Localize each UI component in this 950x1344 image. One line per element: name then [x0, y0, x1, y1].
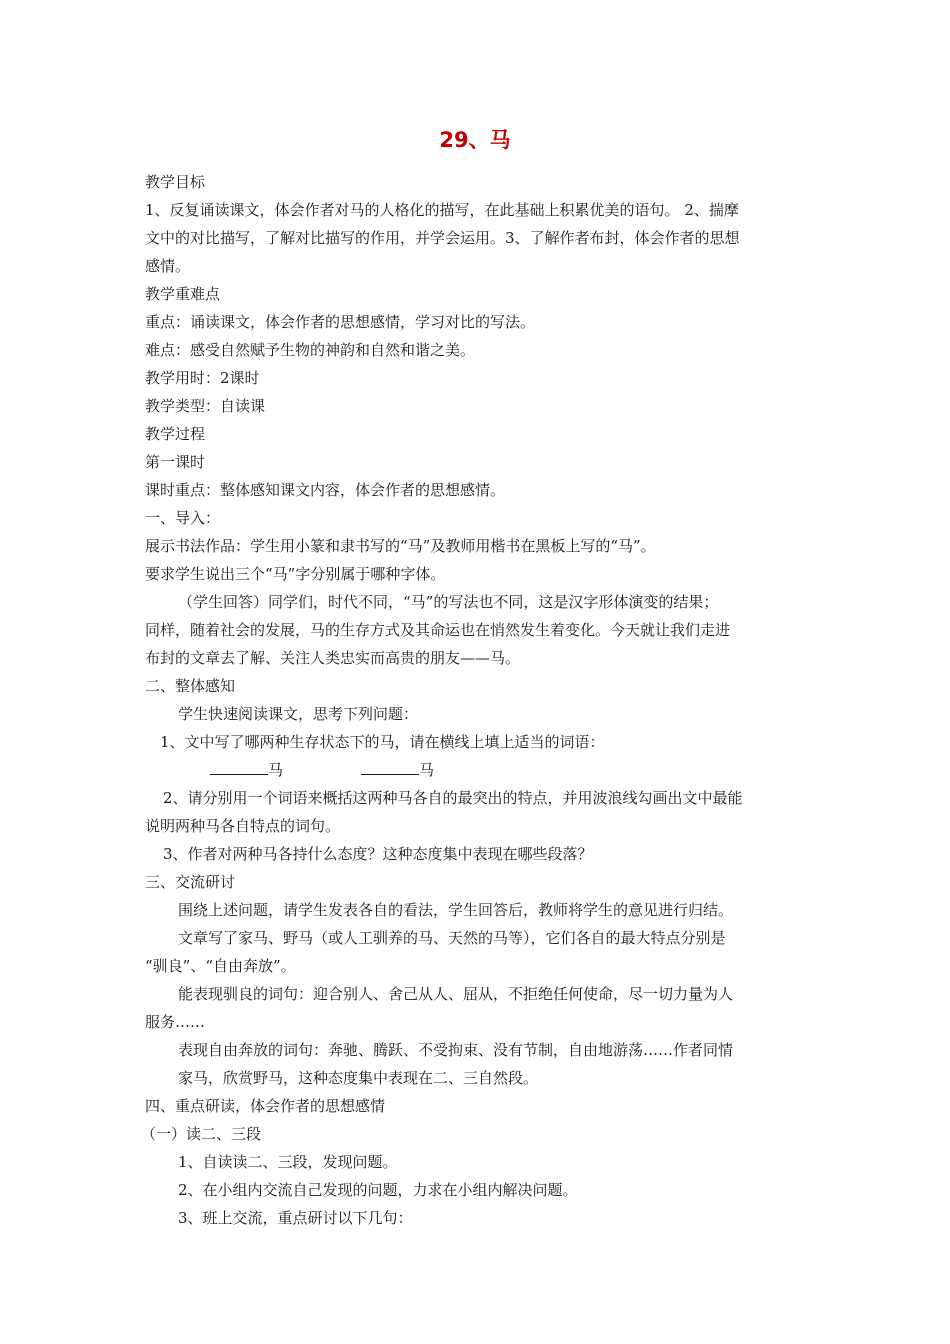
section-heading: 教学目标: [145, 173, 206, 191]
paragraph-line: 同样，随着社会的发展，马的生存方式及其命运也在悄然发生着变化。今天就让我们走进: [145, 621, 731, 639]
paragraph-line: （学生回答）同学们，时代不同，“马”的写法也不同，这是汉字形体演变的结果；: [178, 593, 719, 611]
section-heading: 第一课时: [145, 453, 206, 471]
blank-suffix: 马: [419, 761, 435, 779]
paragraph-line: 教学类型：自读课: [145, 397, 266, 415]
paragraph-line: 文章写了家马、野马（或人工驯养的马、天然的马等），它们各自的最大特点分别是: [178, 929, 726, 947]
paragraph-line: “驯良”、“自由奔放”。: [145, 957, 296, 975]
paragraph-line: 教学用时：2课时: [145, 369, 260, 387]
section-heading: 二、整体感知: [145, 677, 236, 695]
paragraph-line: 难点：感受自然赋予生物的神韵和自然和谐之美。: [145, 341, 476, 359]
paragraph-line: 文中的对比描写，了解对比描写的作用，并学会运用。3、了解作者布封，体会作者的思想: [145, 229, 740, 247]
paragraph-line: 要求学生说出三个“马”字分别属于哪种字体。: [145, 565, 446, 583]
paragraph-line: 家马，欣赏野马，这种态度集中表现在二、三自然段。: [178, 1069, 539, 1087]
paragraph-line: 课时重点：整体感知课文内容，体会作者的思想感情。: [145, 481, 506, 499]
page-title: 29、马: [439, 128, 511, 152]
paragraph-line: 布封的文章去了解、关注人类忠实而高贵的朋友——马。: [145, 649, 521, 667]
paragraph-line: 感情。: [145, 257, 191, 275]
question-line: 1、文中写了哪两种生存状态下的马，请在横线上填上适当的词语：: [160, 733, 605, 751]
section-heading: 教学过程: [145, 425, 206, 443]
blank-line: [210, 760, 268, 775]
section-heading: 一、导入：: [145, 509, 221, 527]
section-heading: 三、交流研讨: [145, 873, 236, 891]
blank-suffix: 马: [268, 761, 284, 779]
paragraph-line: 能表现驯良的词句：迎合别人、舍己从人、屈从，不拒绝任何使命，尽一切力量为人: [178, 985, 734, 1003]
paragraph-line: 重点：诵读课文，体会作者的思想感情，学习对比的写法。: [145, 313, 536, 331]
paragraph-line: 展示书法作品：学生用小篆和隶书写的“马”及教师用楷书在黑板上写的“马”。: [145, 537, 656, 555]
section-heading: 教学重难点: [145, 285, 221, 303]
question-line: 3、作者对两种马各持什么态度？这种态度集中表现在哪些段落？: [163, 845, 593, 863]
list-item: 3、班上交流，重点研讨以下几句：: [178, 1209, 413, 1227]
section-heading: 四、重点研读，体会作者的思想感情: [145, 1097, 386, 1115]
paragraph-line: 服务……: [145, 1013, 206, 1031]
blank-line: [361, 760, 419, 775]
paragraph-line: 围绕上述问题，请学生发表各自的看法，学生回答后，教师将学生的意见进行归结。: [178, 901, 734, 919]
list-item: 1、自读读二、三段，发现问题。: [178, 1153, 398, 1171]
paragraph-line: 说明两种马各自特点的词句。: [145, 817, 341, 835]
paragraph-line: 学生快速阅读课文，思考下列问题：: [178, 705, 419, 723]
question-line: 2、请分别用一个词语来概括这两种马各自的最突出的特点，并用波浪线勾画出文中最能: [163, 789, 743, 807]
subsection-heading: （一）读二、三段: [141, 1125, 262, 1143]
list-item: 2、在小组内交流自己发现的问题，力求在小组内解决问题。: [178, 1181, 578, 1199]
paragraph-line: 1、反复诵读课文，体会作者对马的人格化的描写，在此基础上积累优美的语句。 2、揣摩: [145, 201, 739, 219]
fill-blank-row: [210, 760, 875, 780]
paragraph-line: 表现自由奔放的词句：奔驰、腾跃、不受拘束、没有节制，自由地游荡……作者同情: [178, 1041, 734, 1059]
